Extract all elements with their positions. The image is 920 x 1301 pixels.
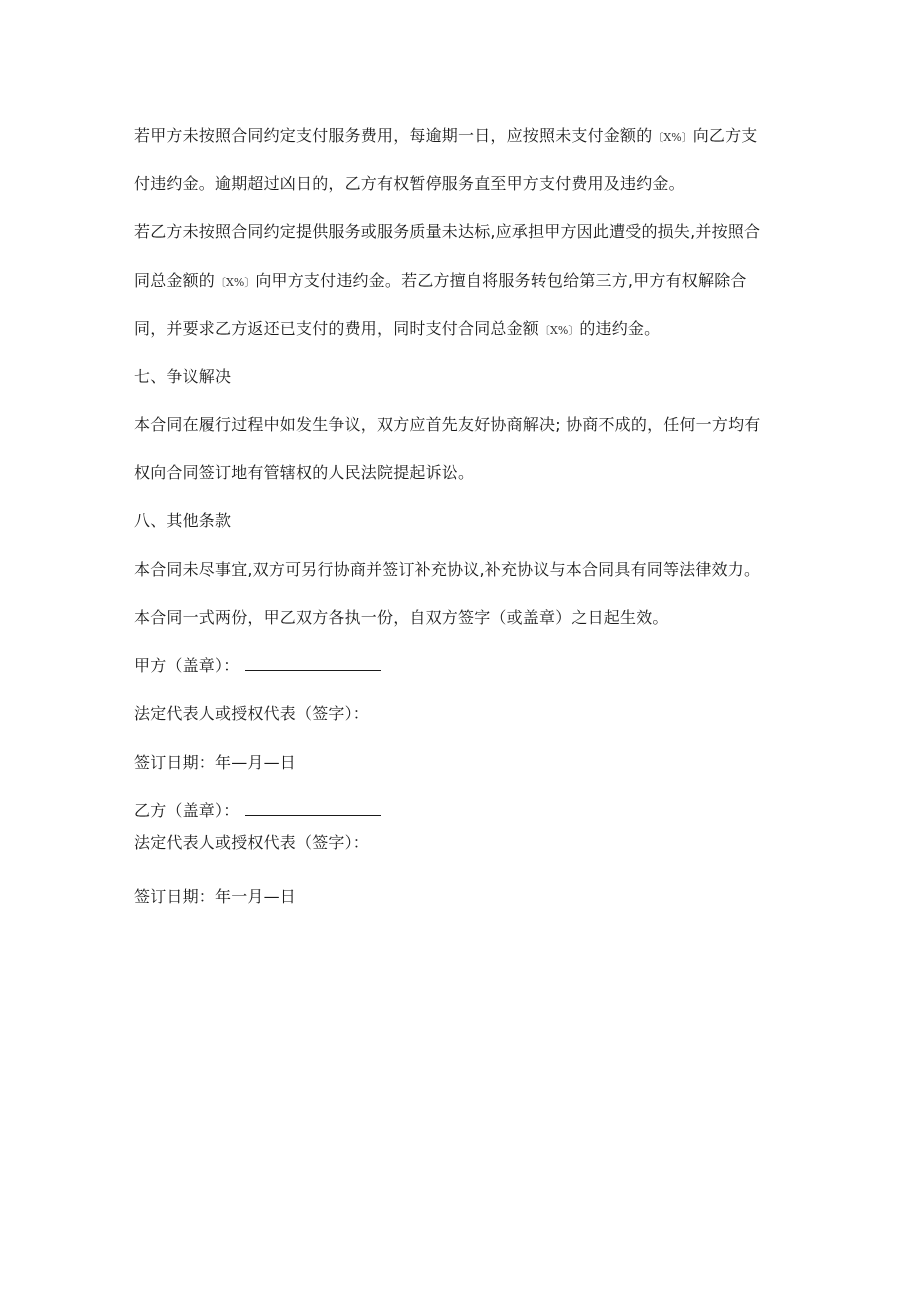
penalty-party-a-line-2: 付违约金。逾期超过凶日的，乙方有权暂停服务直至甲方支付费用及违约金。 xyxy=(134,174,685,193)
supplementary-agreement-clause: 本合同未尽事宜,双方可另行协商并签订补充协议,补充协议与本合同具有同等法律效力。 xyxy=(134,560,761,579)
penalty-party-a-line-1 xyxy=(134,125,758,149)
section-heading-dispute-resolution: 七、争议解决 xyxy=(134,367,232,386)
party-a-seal-blank[interactable] xyxy=(245,655,381,671)
text-segment: 同总金额的 xyxy=(134,271,216,290)
text-segment: 向甲方支付违约金。若乙方擅自将服务转包给第三方,甲方有权解除合 xyxy=(255,271,747,290)
party-a-representative-label: 法定代表人或授权代表（签字）： xyxy=(134,704,370,723)
party-a-seal-row xyxy=(134,655,381,677)
text-segment: 向乙方支 xyxy=(692,126,758,145)
party-a-seal-label: 甲方（盖章）： xyxy=(134,656,240,675)
penalty-party-b-line-3 xyxy=(134,318,660,342)
percentage-placeholder: 〔X%〕 xyxy=(215,276,256,289)
text-segment: 同，并要求乙方返还已支付的费用，同时支付合同总金额 xyxy=(134,319,540,338)
party-b-seal-label: 乙方（盖章）： xyxy=(134,801,240,820)
party-b-representative-label: 法定代表人或授权代表（签字）： xyxy=(134,833,370,852)
party-a-sign-date: 签订日期：年—月—日 xyxy=(134,753,297,772)
party-b-sign-date: 签订日期：年一月—日 xyxy=(134,887,297,906)
text-segment: 若甲方未按照合同约定支付服务费用，每逾期一日，应按照未支付金额的 xyxy=(134,126,653,145)
penalty-party-b-line-2 xyxy=(134,270,747,294)
section-heading-other-terms: 八、其他条款 xyxy=(134,511,232,530)
text-segment: 的违约金。 xyxy=(579,319,661,338)
effectiveness-clause: 本合同一式两份，甲乙双方各执一份，自双方签字（或盖章）之日起生效。 xyxy=(134,608,669,627)
percentage-placeholder: 〔X%〕 xyxy=(652,131,693,144)
party-b-seal-blank[interactable] xyxy=(245,800,381,816)
percentage-placeholder: 〔X%〕 xyxy=(539,324,580,337)
dispute-clause-line-2: 权向合同签订地有管辖权的人民法院提起诉讼。 xyxy=(134,463,475,482)
party-b-seal-row xyxy=(134,800,381,822)
penalty-party-b-line-1: 若乙方未按照合同约定提供服务或服务质量未达标,应承担甲方因此遭受的损失,并按照合 xyxy=(134,222,761,241)
dispute-clause-line-1: 本合同在履行过程中如发生争议，双方应首先友好协商解决; 协商不成的，任何一方均有 xyxy=(134,415,761,434)
